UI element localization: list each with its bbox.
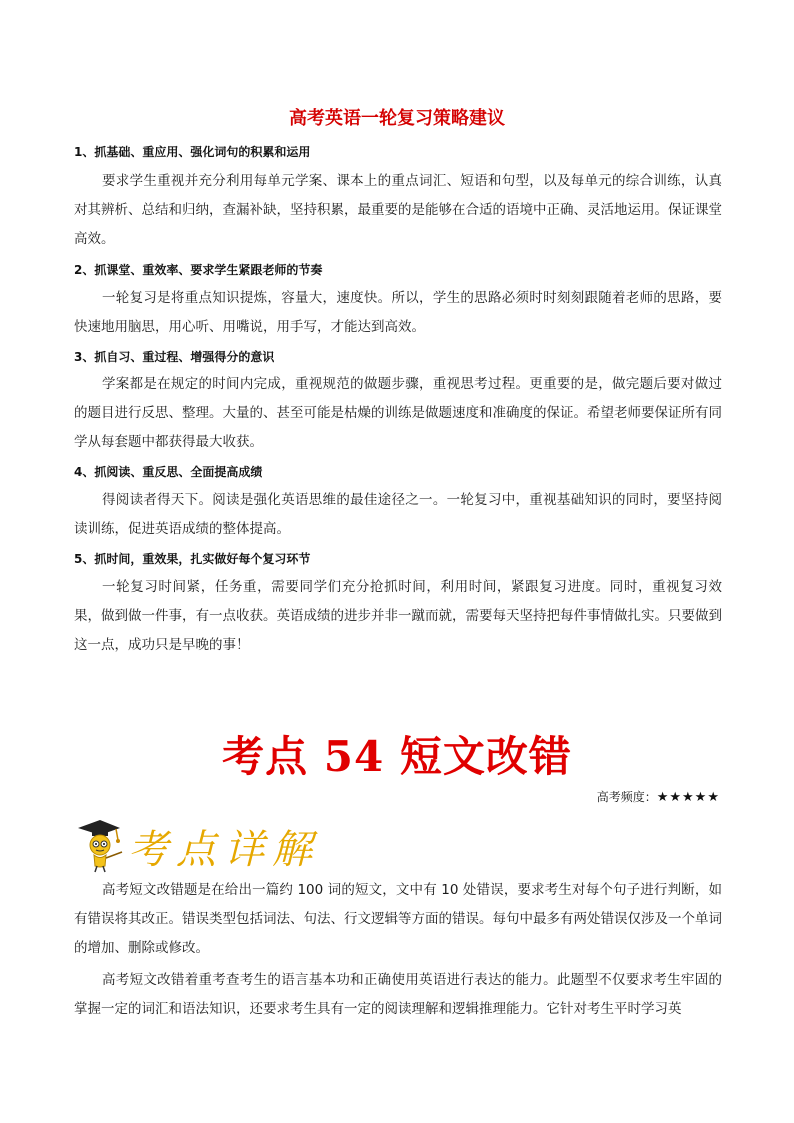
section-heading-5: 5、抓时间，重效果，扎实做好每个复习环节: [74, 552, 311, 566]
topic-paragraph-1: 高考短文改错题是在给出一篇约 100 词的短文，文中有 10 处错误，要求考生对每个句子进行判断，如有错误将其改正。错误类型包括词法、句法、行文逻辑等方面的错误。每句中最多有两处错误仅涉及一个单词的增加、删除或修改。: [74, 882, 722, 956]
section-text-1: 要求学生重视并充分利用每单元学案、课本上的重点词汇、短语和句型，以及每单元的综合训练，认真对其辨析、总结和归纳，查漏补缺，坚持积累，最重要的是能够在合适的语境中正确、灵活地运用。保证课堂高效。: [74, 173, 722, 247]
topic-paragraph-2: 高考短文改错着重考查考生的语言基本功和正确使用英语进行表达的能力。此题型不仅要求考生牢固的掌握一定的词汇和语法知识，还要求考生具有一定的阅读理解和逻辑推理能力。它针对考生平时学习英: [74, 972, 722, 1017]
topic-title: 考点 54 短文改错: [222, 732, 572, 781]
document-title: 高考英语一轮复习策略建议: [289, 108, 505, 129]
section-heading-1: 1、抓基础、重应用、强化词句的积累和运用: [74, 145, 311, 159]
section-text-5: 一轮复习时间紧，任务重，需要同学们充分抢抓时间，利用时间，紧跟复习进度。同时，重视复习效果，做到做一件事，有一点收获。英语成绩的进步并非一蹴而就，需要每天坚持把每件事情做扎实。只要做到这一点，成功只是早晚的事！: [74, 579, 722, 653]
section-heading-4: 4、抓阅读、重反思、全面提高成绩: [74, 465, 263, 479]
detail-banner: [72, 816, 372, 876]
section-text-4: 得阅读者得天下。阅读是强化英语思维的最佳途径之一。一轮复习中，重视基础知识的同时，要坚持阅读训练，促进英语成绩的整体提高。: [74, 492, 722, 537]
frequency-label: 高考频度：: [596, 790, 657, 804]
detail-banner-text: 考点详解: [128, 827, 320, 873]
section-heading-2: 2、抓课堂、重效率、要求学生紧跟老师的节奏: [74, 263, 323, 277]
section-heading-3: 3、抓自习、重过程、增强得分的意识: [74, 350, 275, 364]
frequency-stars: ★★★★★: [656, 790, 720, 805]
section-text-2: 一轮复习是将重点知识提炼，容量大，速度快。所以，学生的思路必须时时刻刻跟随着老师的思路，要快速地用脑思，用心听、用嘴说，用手写，才能达到高效。: [74, 290, 722, 335]
section-text-3: 学案都是在规定的时间内完成，重视规范的做题步骤，重视思考过程。更重要的是，做完题后要对做过的题目进行反思、整理。大量的、甚至可能是枯燥的训练是做题速度和准确度的保证。希望老师要保证所有同学从每套题中都获得最大收获。: [74, 376, 722, 450]
scholar-mascot-icon: [72, 818, 124, 874]
frequency-rating: [597, 788, 720, 805]
